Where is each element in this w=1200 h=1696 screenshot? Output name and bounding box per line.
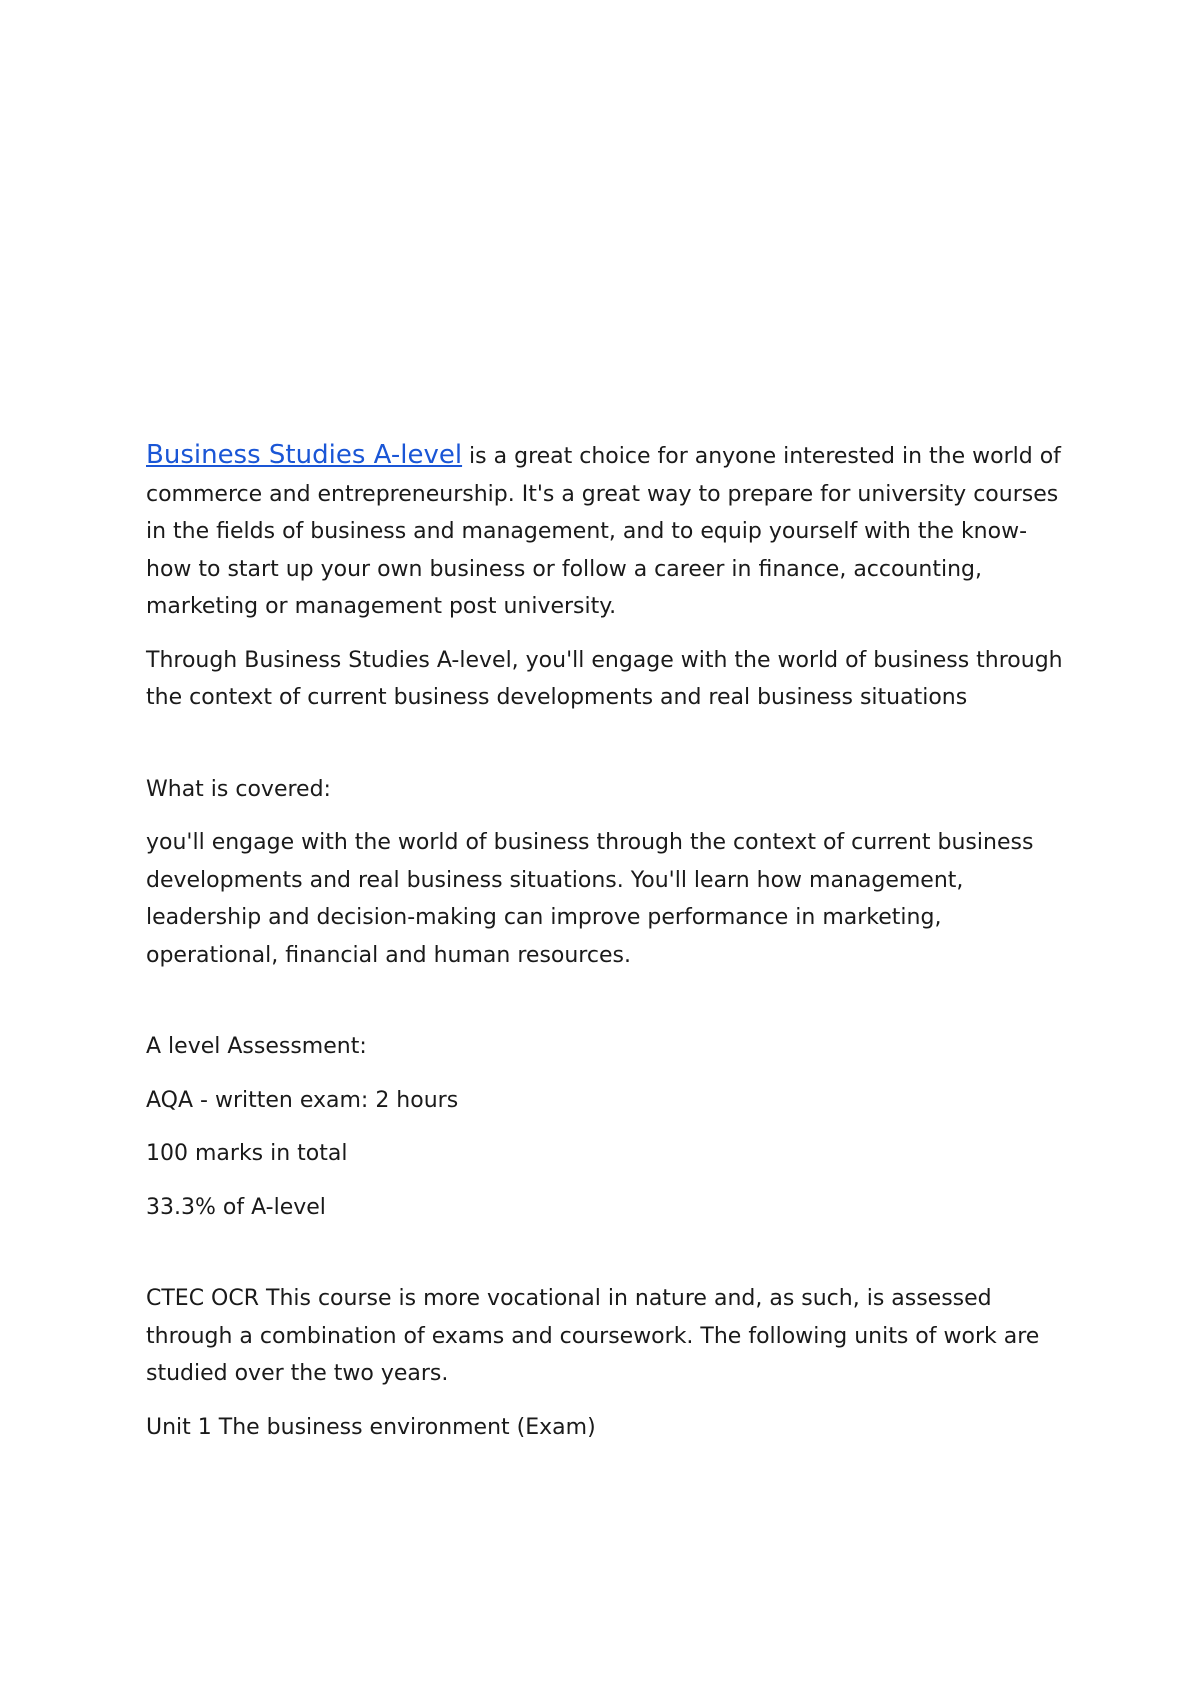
percent-line: 33.3% of A-level — [146, 1194, 326, 1220]
blank-line — [146, 733, 1066, 771]
blank-line — [146, 1242, 1066, 1280]
through-paragraph: Through Business Studies A-level, you'll engage with the world of business through the context of current business developments and real business situations — [146, 647, 1063, 710]
assessment-heading: A level Assessment: — [146, 1034, 367, 1059]
marks-line: 100 marks in total — [146, 1141, 348, 1166]
blank-line — [146, 990, 1066, 1028]
unit-1-line: Unit 1 The business environment (Exam) — [146, 1414, 596, 1440]
document-body — [146, 437, 1066, 1462]
ctec-paragraph: CTEC OCR This course is more vocational in nature and, as such, is assessed through a combination of exams and coursework. The following units of work are studied over the two years. — [146, 1286, 1040, 1386]
intro-text: is a great choice for anyone interested in the world of commerce and entrepreneurship. It's a great way to prepare for university courses in the fields of business and management, and to equip yourself with the know-how to start up your own business or follow a career in finance, accounting, marketing or management post university. — [146, 444, 1061, 619]
covered-paragraph: you'll engage with the world of business through the context of current business developments and real business situations. You'll learn how management, leadership and decision-making can improve performance in marketing, operational, financial and human resources. — [146, 830, 1034, 968]
aqa-line: AQA - written exam: 2 hours — [146, 1087, 459, 1113]
intro-paragraph — [146, 437, 1066, 626]
business-studies-link[interactable]: Business Studies A-level — [146, 440, 463, 470]
covered-heading: What is covered: — [146, 776, 331, 802]
